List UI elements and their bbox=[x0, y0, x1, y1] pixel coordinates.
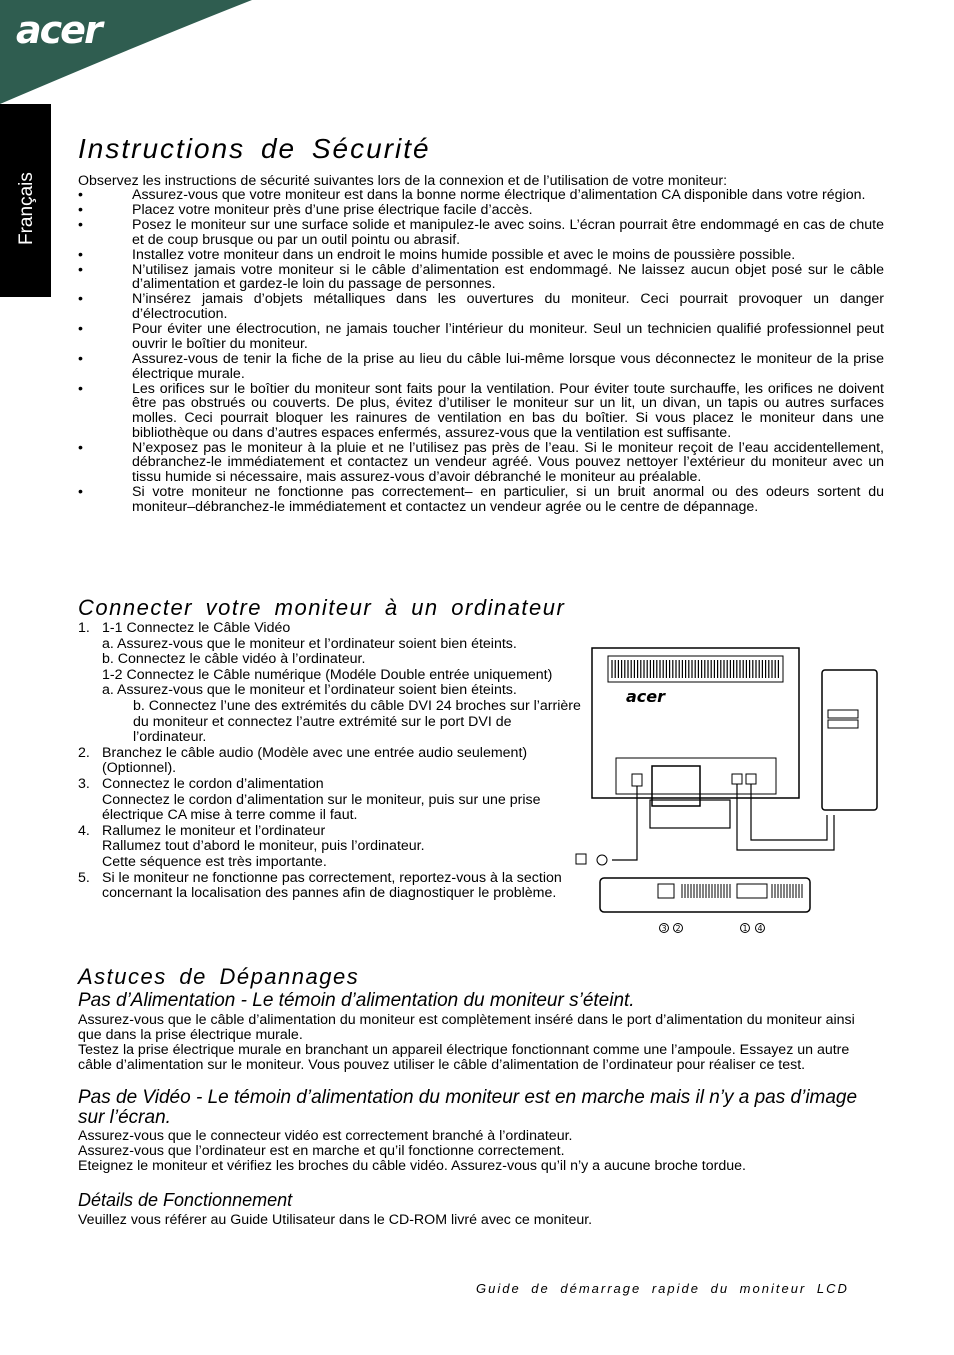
diagram-logo: acer bbox=[626, 687, 666, 706]
bullet-icon: • bbox=[78, 202, 83, 218]
details-title: Détails de Fonctionnement bbox=[78, 1190, 293, 1210]
step-detail: a. Assurez-vous que le moniteur et l’ordinateur soient bien éteints. bbox=[102, 635, 517, 652]
safety-item-text: Pour éviter une électrocution, ne jamais toucher l’intérieur du moniteur. Seul un technicien qualifié professionnel peut ouvrir le boîtier du moniteur. bbox=[132, 321, 884, 352]
bullet-icon: • bbox=[78, 484, 83, 501]
bullet-icon: • bbox=[78, 217, 83, 233]
port-power bbox=[632, 774, 642, 786]
bullet-icon: • bbox=[78, 291, 83, 308]
troubleshoot-title: Astuces de Dépannages bbox=[78, 964, 360, 989]
safety-item bbox=[78, 188, 884, 203]
bottom-port-video bbox=[737, 884, 767, 898]
details-text: Veuillez vous référer au Guide Utilisateur dans le CD-ROM livré avec ce moniteur. bbox=[78, 1212, 593, 1228]
video-para-1: Assurez-vous que le connecteur vidéo est correctement branché à l’ordinateur. bbox=[78, 1128, 573, 1144]
safety-item bbox=[78, 485, 884, 514]
language-label: Français bbox=[16, 172, 37, 245]
footer-guide-title: Guide de démarrage rapide du moniteur LCD bbox=[476, 1281, 849, 1296]
safety-item-text: Si votre moniteur ne fonctionne pas correctement– en particulier, si un bruit anormal ou des odeurs sortent du moniteur–débranchez-le immédiatement et contactez un vendeur agrée ou le centre de dépannage. bbox=[132, 484, 884, 515]
safety-item bbox=[78, 441, 884, 485]
step-detail: a. Assurez-vous que le moniteur et l’ordinateur soient bien éteints. bbox=[102, 682, 517, 699]
connect-step bbox=[78, 824, 586, 871]
connect-step bbox=[78, 746, 586, 777]
step-detail: Cette séquence est très importante. bbox=[102, 853, 327, 870]
bullet-icon: • bbox=[78, 321, 83, 338]
safety-item-text: Assurez-vous que votre moniteur est dans la bonne norme électrique d’alimentation CA disponible dans votre région. bbox=[132, 187, 866, 203]
step-text: Rallumez le moniteur et l’ordinateur bbox=[102, 822, 326, 839]
safety-item bbox=[78, 203, 884, 218]
callout-2: 2 bbox=[675, 924, 681, 933]
safety-item-text: Assurez-vous de tenir la fiche de la prise au lieu du câble lui-même lorsque vous déconnectez le moniteur de la prise électrique murale. bbox=[132, 350, 884, 382]
safety-item-text: N’insérez jamais d’objets métalliques dans les ouvertures du moniteur. Ceci pourrait provoquer un danger d’électrocution. bbox=[132, 291, 884, 323]
connect-step bbox=[78, 871, 586, 902]
safety-item bbox=[78, 263, 884, 292]
step-text: Connectez le cordon d’alimentation bbox=[102, 775, 324, 792]
step-number: 5. bbox=[78, 869, 90, 886]
step-detail: b. Connectez l’une des extrémités du câble DVI 24 broches sur l’arrière du moniteur et connectez l’autre extrémité sur le port DVI de l’ordinateur. bbox=[133, 697, 581, 746]
power-issue-title: Pas d’Alimentation - Le témoin d’alimentation du moniteur s’éteint. bbox=[78, 990, 635, 1011]
step-detail: Rallumez tout d’abord le moniteur, puis l’ordinateur. bbox=[102, 838, 425, 855]
step-number: 3. bbox=[78, 775, 90, 792]
safety-item bbox=[78, 248, 884, 263]
bullet-icon: • bbox=[78, 350, 83, 367]
port-dvi bbox=[746, 774, 756, 784]
video-para-2: Assurez-vous que l’ordinateur est en marche et qu’il fonctionne correctement. bbox=[78, 1143, 565, 1159]
safety-item bbox=[78, 382, 884, 441]
video-issue-title: Pas de Vidéo - Le témoin d’alimentation du moniteur est en marche mais il n’y a pas d’image sur l’écran. bbox=[78, 1087, 858, 1128]
power-para-2: Testez la prise électrique murale en branchant un appareil électrique fonctionnant comme une l’ampoule. Essayez un autre câble d’alimentation sur le moniteur. Vous pouvez utiliser le câble d’alimentation de l’ordinateur pour réaliser ce test. bbox=[78, 1042, 850, 1073]
step-text: Branchez le câble audio (Modèle avec une entrée audio seulement) (Optionnel). bbox=[102, 744, 528, 777]
callout-4: 4 bbox=[757, 924, 763, 933]
safety-item-text: N’exposez pas le moniteur à la pluie et ne l’utilisez pas près de l’eau. Si le moniteur reçoit de l’eau accidentellement, débranchez-le immédiatement et contactez un vendeur agréé. Vous pouvez nettoyer l’extérieur du moniteur avec un tissu humide si nécessaire, mais assurez-vous d’avoir débranché le moniteur au préalable. bbox=[132, 439, 884, 486]
connect-step bbox=[78, 777, 586, 824]
safety-title: Instructions de Sécurité bbox=[78, 133, 431, 164]
safety-item bbox=[78, 292, 884, 321]
port-vga bbox=[732, 774, 742, 784]
power-para-1: Assurez-vous que le câble d’alimentation du moniteur est complètement inséré dans le port d’alimentation du moniteur ainsi que dans la prise électrique murale. bbox=[78, 1012, 855, 1043]
stand-base bbox=[650, 800, 730, 828]
safety-item bbox=[78, 322, 884, 351]
safety-item-text: Les orifices sur le boîtier du moniteur sont faits pour la ventilation. Pour éviter toute surchauffe, les orifices ne doivent être pas obstrués ou couverts. De plus, évitez d’utiliser le moniteur sur un lit, un divan, un tapis ou autres surfaces molles. Ceci pourrait bloquer les rainures de ventilation en bas du boîtier. Si vous placez le moniteur dans une bibliothèque ou dans d’autres espaces enfermés, assurez-vous que la ventilation est suffisante. bbox=[132, 380, 884, 441]
safety-item bbox=[78, 218, 884, 247]
bullet-icon: • bbox=[78, 246, 83, 263]
safety-item bbox=[78, 352, 884, 381]
connect-title: Connecter votre moniteur à un ordinateur bbox=[78, 595, 566, 620]
bullet-icon: • bbox=[78, 380, 83, 397]
step-text: Si le moniteur ne fonctionne pas correctement, reportez-vous à la section concernant la localisation des pannes afin de diagnostiquer le problème. bbox=[102, 869, 562, 902]
video-para-3: Eteignez le moniteur et vérifiez les broches du câble vidéo. Assurez-vous qu’il n’y a aucune broche tordue. bbox=[78, 1158, 746, 1174]
acer-logo: acer bbox=[16, 8, 101, 52]
connect-step bbox=[78, 621, 586, 746]
step-number: 2. bbox=[78, 744, 90, 761]
step-detail: 1-2 Connectez le Câble numérique (Modéle Double entrée uniquement) bbox=[102, 666, 553, 683]
connection-diagram bbox=[572, 640, 882, 940]
step-text: 1-1 Connectez le Câble Vidéo bbox=[102, 620, 291, 636]
callout-1: 1 bbox=[742, 924, 748, 933]
safety-item-text: N’utilisez jamais votre moniteur si le câble d’alimentation est endommagé. Ne laissez aucun objet posé sur le câble d’alimentation et gardez-le loin du passage de personnes. bbox=[132, 261, 884, 293]
step-detail: Connectez le cordon d’alimentation sur le moniteur, puis sur une prise électrique CA mise à terre comme il faut. bbox=[102, 791, 541, 824]
bullet-icon: • bbox=[78, 261, 83, 278]
bullet-icon: • bbox=[78, 439, 83, 456]
safety-item-text: Placez votre moniteur près d’une prise électrique facile d’accès. bbox=[132, 202, 533, 218]
safety-list bbox=[78, 188, 884, 515]
safety-intro: Observez les instructions de sécurité suivantes lors de la connexion et de l’utilisation de votre moniteur: bbox=[78, 173, 728, 189]
connect-steps bbox=[78, 621, 586, 902]
power-plug bbox=[576, 854, 586, 864]
bullet-icon: • bbox=[78, 187, 83, 203]
step-detail: b. Connectez le câble vidéo à l’ordinateur. bbox=[102, 651, 366, 668]
step-number: 1. bbox=[78, 620, 90, 636]
pc-tower bbox=[822, 670, 877, 810]
callout-3: 3 bbox=[661, 924, 667, 933]
step-number: 4. bbox=[78, 822, 90, 839]
safety-item-text: Installez votre moniteur dans un endroit le moins humide possible et avec le moins de poussière possible. bbox=[132, 246, 796, 263]
safety-item-text: Posez le moniteur sur une surface solide et manipulez-le avec soins. L’écran pourrait être endommagé en cas de chute et de coup brusque ou par un outil pointu ou abrasif. bbox=[132, 217, 884, 248]
bottom-port-power bbox=[658, 884, 674, 898]
power-connector bbox=[597, 855, 607, 865]
callouts bbox=[660, 924, 765, 934]
